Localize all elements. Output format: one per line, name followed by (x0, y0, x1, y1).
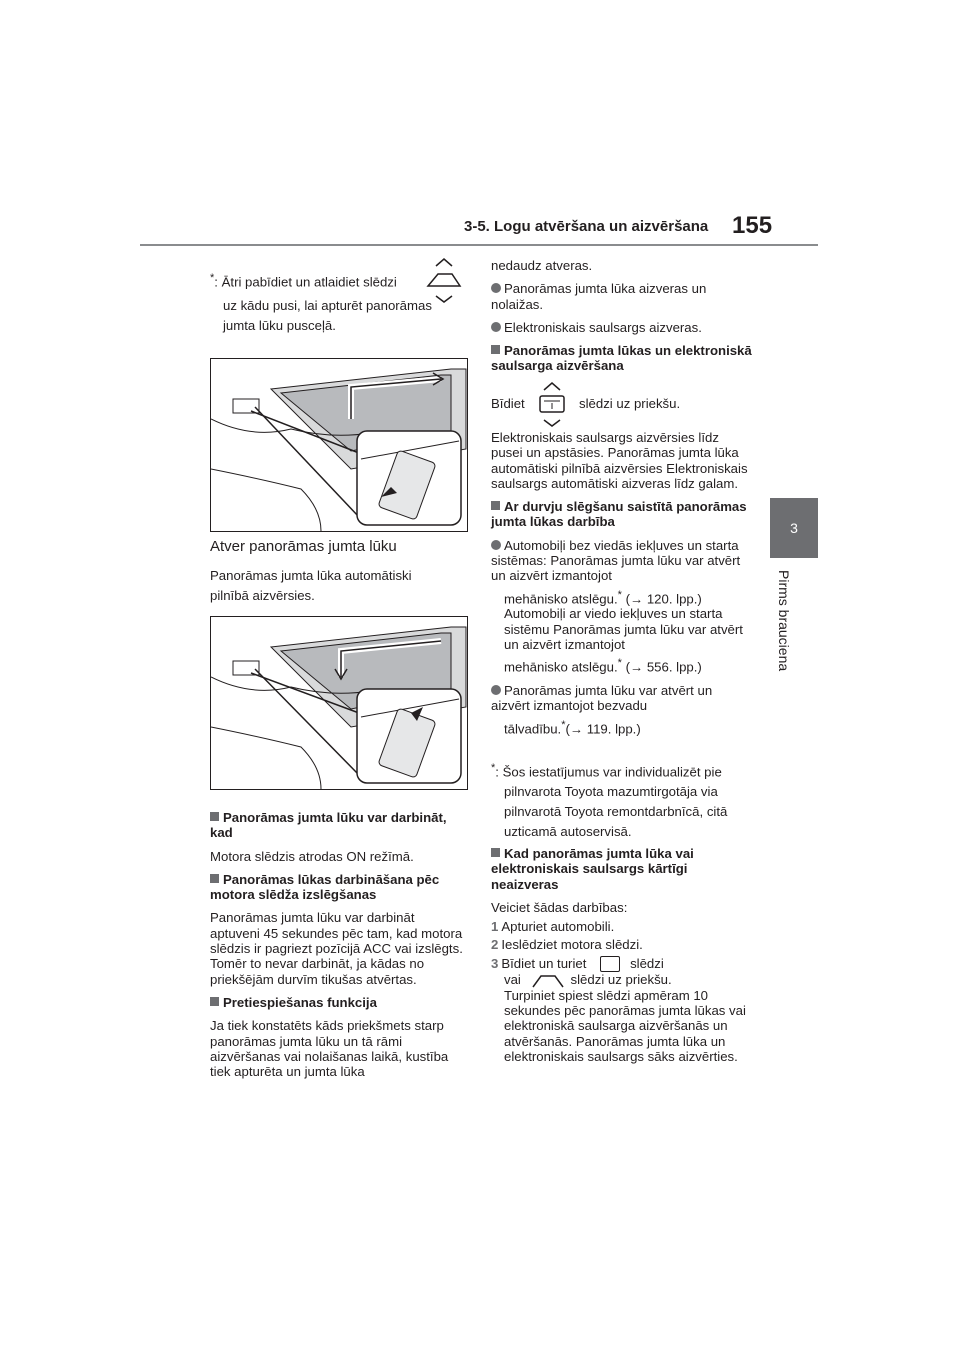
right-column-bottom: Kad panorāmas jumta lūka vai elektroniskais saulsargs kārtīgi neaizveras Veiciet šādas darbības: 1 Apturiet automobili. 2 Ieslēdziet motora slēdzi. 3 Bīdiet un turiet slēdzi vai slēdzi uz priekšu. Turpiniet spiest slēdzi apmēram 10 sekundes pēc panorāmas jumta lūkas vai elektroniskā saulsarga aizvēršanās un atvēršanās. Panorāmas jumta lūka un elektroniskais saulsargs sāks aizvērties. (491, 846, 746, 1064)
figure1-caption: Atver panorāmas jumta lūku (210, 538, 397, 555)
chapter-tab (770, 498, 818, 558)
push-line: Bīdiet (491, 396, 525, 411)
header-rule (140, 244, 818, 246)
right-column-main: Elektroniskais saulsargs aizvērsies līdz pusei un apstāsies. Panorāmas jumta lūka automātiski pilnībā aizvērsies Elektroniskais saulsargs automātiski aizveras līdz galam. Ar durvju slēgšanu saistītā panorāmas jumta lūkas darbība Automobiļi bez viedās iekļuves un starta sistēmas: Panorāmas jumta lūku var atvērt un aizvērt izmantojot mehānisko atslēgu.* (→ 120. lpp.) Automobiļi ar viedo iekļuves un starta sistēmu Panorāmas jumta lūku var atvērt un aizvērt izmantojot mehānisko atslēgu.* (→ 556. lpp.) Panorāmas jumta lūku var atvērt un aizvērt izmantojot bezvadu tālvadību.*(→ 119. lpp.) (491, 430, 748, 736)
chevron-up-icon (436, 259, 452, 266)
sunshade-switch-icon (600, 956, 620, 972)
roof-switch-icon (422, 256, 466, 304)
figure1-text: Panorāmas jumta lūka automātiski pilnībā aizvērsies. (210, 568, 412, 603)
chevron-down-icon (436, 296, 452, 302)
section-title: 3-5. Logu atvēršana un aizvēršana (464, 218, 709, 235)
chapter-number: 3 (790, 520, 798, 536)
left-column-text: Panorāmas jumta lūku var darbināt, kad Motora slēdzis atrodas ON režīmā. Panorāmas lūkas darbināšana pēc motora slēdža izslēgšanas Panorāmas jumta lūku var darbināt aptuveni 45 sekundes pēc tam, kad motora slēdzis ir pagriezt pozīcijā ACC vai izslēgts. Tomēr to nevar darbināt, ja kādas no priekšējām durvīm tikušas atvērtas. Pretiespiešanas funkcija Ja tiek konstatēts kāds priekšmets starp panorāmas jumta lūku un tā rāmi aizvēršanas vai nolaišanas laikā, kustība tiek apturēta un jumta lūka (210, 810, 463, 1080)
push-line-end: slēdzi uz priekšu. (579, 396, 681, 411)
note-customize: *: Šos iestatījumus var individualizēt pie pilnvarota Toyota mazumtirgotāja via pilnvarotā Toyota remontdarbnīcā, citā uzticamā autoservisā. (491, 762, 728, 840)
page-number: 155 (732, 212, 773, 239)
figure-roof-open (210, 358, 468, 532)
roof-tilt-icon (531, 974, 565, 988)
chapter-side-label: Pirms brauciena (776, 570, 792, 672)
sunshade-switch-icon (534, 380, 570, 428)
note-quick-stop: *: Ātri pabīdiet un atlaidiet slēdzi uz kādu pusi, lai apturēt panorāmas jumta lūku pusceļā. (210, 272, 432, 334)
figure-roof-close (210, 616, 468, 790)
right-column-top: nedaudz atveras. Panorāmas jumta lūka aizveras un nolaižas. Elektroniskais saulsargs aizveras. Panorāmas jumta lūkas un elektroniskā saulsarga aizvēršana (491, 258, 752, 374)
